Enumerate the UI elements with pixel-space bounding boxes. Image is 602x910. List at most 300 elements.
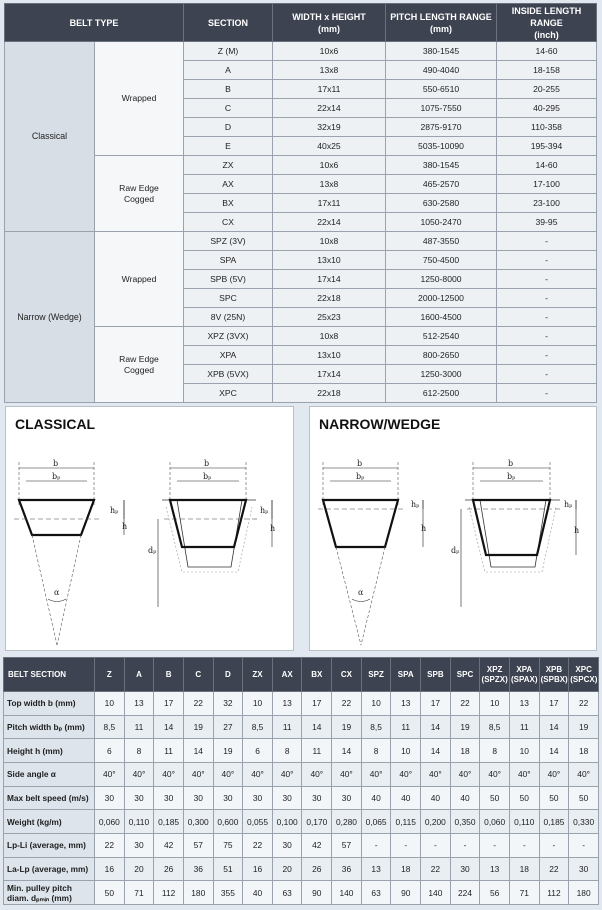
- spec-cell: 40°: [332, 762, 362, 786]
- spec-column-header: [480, 658, 510, 692]
- narrow-label-dp: dₚ: [451, 546, 460, 555]
- spec-column-header: [243, 658, 273, 692]
- cell-section: D: [184, 118, 273, 137]
- belt-types-table: [4, 3, 597, 403]
- spec-column-header: [421, 658, 451, 692]
- cell-pitch: 465-2570: [386, 175, 497, 194]
- spec-cell: 30: [272, 786, 302, 810]
- spec-cell: 40°: [302, 762, 332, 786]
- spec-column-header: [509, 658, 539, 692]
- narrow-label-b: b: [357, 459, 363, 468]
- cell-pitch: 490-4040: [386, 61, 497, 80]
- spec-cell: 20: [124, 857, 154, 881]
- header-inside-length-unit: (inch): [534, 29, 559, 40]
- spec-cell: 0,115: [391, 810, 421, 834]
- spec-cell: 10: [95, 692, 125, 716]
- cell-section: XPA: [184, 346, 273, 365]
- spec-cell: 224: [450, 881, 480, 905]
- cell-pitch: 5035-10090: [386, 137, 497, 156]
- spec-cell: 71: [124, 881, 154, 905]
- cell-inside: 195-394: [497, 137, 597, 156]
- spec-column-header: [124, 658, 154, 692]
- spec-cell: 8,5: [480, 715, 510, 739]
- spec-cell: 57: [332, 833, 362, 857]
- spec-cell: 16: [95, 857, 125, 881]
- cell-size: 10x8: [273, 327, 386, 346]
- spec-cell: -: [569, 833, 599, 857]
- spec-column-name: SPC: [456, 669, 474, 679]
- spec-cell: 30: [243, 786, 273, 810]
- spec-row: [4, 762, 599, 786]
- spec-row-label: Side angle α: [4, 762, 95, 786]
- cell-pitch: 1250-8000: [386, 270, 497, 289]
- spec-cell: 40°: [124, 762, 154, 786]
- spec-column-name: A: [136, 669, 142, 679]
- spec-column-name: XPA: [516, 664, 533, 674]
- spec-cell: 0,110: [509, 810, 539, 834]
- classical-groove-label-h: h: [270, 524, 276, 533]
- cell-size: 10x6: [273, 42, 386, 61]
- spec-cell: 40: [391, 786, 421, 810]
- spec-row: [4, 857, 599, 881]
- spec-cell: 11: [302, 739, 332, 763]
- spec-column-header: [95, 658, 125, 692]
- spec-cell: 50: [95, 881, 125, 905]
- spec-column-name: XPB: [545, 664, 563, 674]
- cell-section: AX: [184, 175, 273, 194]
- spec-cell: 112: [154, 881, 184, 905]
- cell-inside: -: [497, 384, 597, 403]
- spec-column-header: [332, 658, 362, 692]
- spec-row-label: Pitch width bₚ (mm): [4, 715, 95, 739]
- classical-diagram-panel: [5, 406, 294, 651]
- cell-size: 13x8: [273, 61, 386, 80]
- spec-cell: 10: [361, 692, 391, 716]
- spec-column-header: [569, 658, 599, 692]
- belt-row: [5, 232, 597, 251]
- classical-label-h: h: [122, 522, 128, 531]
- spec-cell: 18: [569, 739, 599, 763]
- cell-size: 10x8: [273, 232, 386, 251]
- cell-inside: -: [497, 327, 597, 346]
- cell-pitch: 2000-12500: [386, 289, 497, 308]
- spec-column-name: ZX: [252, 669, 263, 679]
- spec-cell: 16: [243, 857, 273, 881]
- spec-cell: 14: [332, 739, 362, 763]
- spec-cell: -: [480, 833, 510, 857]
- classical-label-hp: hₚ: [110, 506, 119, 515]
- spec-cell: 17: [302, 692, 332, 716]
- spec-cell: 22: [95, 833, 125, 857]
- spec-cell: 42: [302, 833, 332, 857]
- spec-column-header: [302, 658, 332, 692]
- spec-column-alias: (SPAX): [511, 674, 538, 684]
- cell-inside: 23-100: [497, 194, 597, 213]
- belt-row: [5, 42, 597, 61]
- spec-cell: -: [391, 833, 421, 857]
- spec-cell: 17: [421, 692, 451, 716]
- spec-column-name: BX: [311, 669, 323, 679]
- spec-row: [4, 739, 599, 763]
- spec-row-label: Max belt speed (m/s): [4, 786, 95, 810]
- spec-cell: 36: [183, 857, 213, 881]
- cell-inside: -: [497, 251, 597, 270]
- spec-row: [4, 692, 599, 716]
- spec-cell: 36: [332, 857, 362, 881]
- cell-size: 10x6: [273, 156, 386, 175]
- spec-cell: 30: [332, 786, 362, 810]
- belt-types-body: [5, 42, 597, 403]
- spec-cell: 90: [302, 881, 332, 905]
- cell-pitch: 1600-4500: [386, 308, 497, 327]
- cell-inside: -: [497, 308, 597, 327]
- cell-inside: 20-255: [497, 80, 597, 99]
- spec-cell: 10: [509, 739, 539, 763]
- subgroup-raw-edge-cogged: [95, 327, 184, 403]
- cell-inside: -: [497, 232, 597, 251]
- spec-cell: 40°: [450, 762, 480, 786]
- spec-cell: 40°: [391, 762, 421, 786]
- spec-cell: 8: [361, 739, 391, 763]
- narrow-groove-label-h: h: [574, 526, 580, 535]
- cell-size: 22x18: [273, 289, 386, 308]
- spec-row-label: La-Lp (average, mm): [4, 857, 95, 881]
- cell-pitch: 750-4500: [386, 251, 497, 270]
- spec-cell: 11: [509, 715, 539, 739]
- spec-cell: 180: [183, 881, 213, 905]
- cell-size: 25x23: [273, 308, 386, 327]
- cell-inside: -: [497, 289, 597, 308]
- cell-section: B: [184, 80, 273, 99]
- header-width-height-title: WIDTH x HEIGHT: [292, 11, 366, 22]
- spec-cell: 40°: [243, 762, 273, 786]
- narrow-diagram: [310, 407, 598, 652]
- spec-cell: 20: [272, 857, 302, 881]
- spec-row-label: Height h (mm): [4, 739, 95, 763]
- spec-cell: 50: [539, 786, 569, 810]
- spec-cell: 30: [213, 786, 243, 810]
- cell-pitch: 800-2650: [386, 346, 497, 365]
- spec-row: [4, 715, 599, 739]
- spec-cell: 10: [391, 739, 421, 763]
- spec-column-name: CX: [340, 669, 352, 679]
- classical-label-b: b: [53, 459, 59, 468]
- spec-cell: 0,330: [569, 810, 599, 834]
- spec-cell: -: [421, 833, 451, 857]
- cell-pitch: 550-6510: [386, 80, 497, 99]
- spec-cell: 22: [539, 857, 569, 881]
- cell-section: XPZ (3VX): [184, 327, 273, 346]
- spec-cell: 140: [421, 881, 451, 905]
- spec-cell: 0,185: [539, 810, 569, 834]
- spec-cell: 42: [154, 833, 184, 857]
- raw-edge-label: Raw Edge: [119, 353, 159, 364]
- spec-cell: 8,5: [95, 715, 125, 739]
- spec-cell: 50: [509, 786, 539, 810]
- spec-column-name: SPA: [397, 669, 414, 679]
- cell-inside: 14-60: [497, 156, 597, 175]
- classical-diagram: [6, 407, 295, 652]
- cell-section: E: [184, 137, 273, 156]
- header-belt-type: BELT TYPE: [5, 4, 184, 42]
- narrow-title: NARROW/WEDGE: [319, 416, 441, 432]
- header-pitch-length-unit: (mm): [430, 23, 452, 34]
- belt-section-spec-table: [3, 657, 599, 905]
- spec-cell: 11: [154, 739, 184, 763]
- cell-pitch: 380-1545: [386, 42, 497, 61]
- spec-cell: 11: [124, 715, 154, 739]
- spec-cell: 40°: [154, 762, 184, 786]
- spec-cell: 0,060: [480, 810, 510, 834]
- spec-cell: 40°: [213, 762, 243, 786]
- narrow-diagram-panel: [309, 406, 597, 651]
- spec-cell: 0,280: [332, 810, 362, 834]
- cell-pitch: 380-1545: [386, 156, 497, 175]
- spec-cell: 22: [450, 692, 480, 716]
- cell-section: 8V (25N): [184, 308, 273, 327]
- spec-cell: 14: [421, 715, 451, 739]
- spec-cell: 19: [450, 715, 480, 739]
- classical-label-alpha: α: [54, 588, 60, 597]
- spec-column-name: SPB: [427, 669, 444, 679]
- cell-size: 17x14: [273, 365, 386, 384]
- spec-column-name: D: [224, 669, 231, 679]
- spec-cell: 19: [213, 739, 243, 763]
- group-classical: Classical: [5, 42, 95, 232]
- cell-size: 13x10: [273, 346, 386, 365]
- spec-cell: 19: [332, 715, 362, 739]
- narrow-label-bp: bₚ: [356, 472, 365, 481]
- spec-cell: 30: [302, 786, 332, 810]
- spec-cell: 30: [569, 857, 599, 881]
- cell-section: A: [184, 61, 273, 80]
- spec-cell: 8: [124, 739, 154, 763]
- spec-cell: 13: [509, 692, 539, 716]
- classical-label-bp: bₚ: [52, 472, 61, 481]
- cell-section: C: [184, 99, 273, 118]
- cell-section: XPB (5VX): [184, 365, 273, 384]
- spec-row: [4, 810, 599, 834]
- spec-cell: 0,110: [124, 810, 154, 834]
- spec-cell: -: [361, 833, 391, 857]
- spec-cell: 6: [95, 739, 125, 763]
- spec-row-label: Min. pulley pitch diam. dₚₘᵢₙ (mm): [4, 881, 95, 905]
- spec-table-body: [4, 692, 599, 905]
- cell-pitch: 487-3550: [386, 232, 497, 251]
- spec-cell: 40: [450, 786, 480, 810]
- cell-pitch: 512-2540: [386, 327, 497, 346]
- spec-column-header: [183, 658, 213, 692]
- spec-cell: 6: [243, 739, 273, 763]
- cell-size: 17x14: [273, 270, 386, 289]
- cell-inside: -: [497, 346, 597, 365]
- spec-cell: -: [450, 833, 480, 857]
- cell-size: 22x18: [273, 384, 386, 403]
- cell-pitch: 630-2580: [386, 194, 497, 213]
- spec-column-header: [213, 658, 243, 692]
- classical-groove-label-bp: bₚ: [203, 472, 212, 481]
- spec-cell: 112: [539, 881, 569, 905]
- spec-cell: 13: [272, 692, 302, 716]
- spec-cell: 10: [480, 692, 510, 716]
- cell-inside: 110-358: [497, 118, 597, 137]
- spec-cell: 13: [124, 692, 154, 716]
- narrow-label-alpha: α: [358, 588, 364, 597]
- spec-cell: 40°: [95, 762, 125, 786]
- spec-column-name: Z: [106, 669, 112, 679]
- subgroup-wrapped: Wrapped: [95, 42, 184, 156]
- spec-row-label: Lp-Li (average, mm): [4, 833, 95, 857]
- spec-cell: 40: [421, 786, 451, 810]
- classical-groove-label-hp: hₚ: [260, 506, 269, 515]
- spec-cell: 22: [183, 692, 213, 716]
- cell-inside: -: [497, 270, 597, 289]
- spec-column-header: [154, 658, 184, 692]
- spec-cell: 0,170: [302, 810, 332, 834]
- spec-cell: 40: [243, 881, 273, 905]
- spec-column-alias: (SPBX): [540, 674, 568, 684]
- spec-column-name: AX: [281, 669, 293, 679]
- spec-cell: 90: [391, 881, 421, 905]
- spec-cell: 14: [154, 715, 184, 739]
- spec-column-name: SPZ: [368, 669, 384, 679]
- spec-cell: 0,065: [361, 810, 391, 834]
- subgroup-wrapped: Wrapped: [95, 232, 184, 327]
- cogged-label: Cogged: [123, 193, 155, 204]
- cell-section: ZX: [184, 156, 273, 175]
- spec-row: [4, 881, 599, 905]
- cell-section: CX: [184, 213, 273, 232]
- cell-section: SPA: [184, 251, 273, 270]
- spec-cell: 30: [95, 786, 125, 810]
- subgroup-raw-edge-cogged: [95, 156, 184, 232]
- spec-cell: 140: [332, 881, 362, 905]
- spec-cell: 0,300: [183, 810, 213, 834]
- spec-cell: 40°: [272, 762, 302, 786]
- narrow-groove-label-hp: hₚ: [564, 500, 573, 509]
- cell-size: 13x10: [273, 251, 386, 270]
- classical-title: CLASSICAL: [15, 416, 96, 432]
- cell-pitch: 1075-7550: [386, 99, 497, 118]
- spec-cell: 0,100: [272, 810, 302, 834]
- spec-cell: 13: [480, 857, 510, 881]
- header-width-height-unit: (mm): [318, 23, 340, 34]
- spec-cell: 30: [272, 833, 302, 857]
- spec-cell: 32: [213, 692, 243, 716]
- header-pitch-length-title: PITCH LENGTH RANGE: [390, 11, 492, 22]
- spec-cell: 0,060: [95, 810, 125, 834]
- cell-size: 22x14: [273, 213, 386, 232]
- spec-cell: 14: [183, 739, 213, 763]
- narrow-label-h: h: [421, 524, 427, 533]
- cell-inside: 39-95: [497, 213, 597, 232]
- spec-cell: 0,200: [421, 810, 451, 834]
- cell-size: 22x14: [273, 99, 386, 118]
- cell-size: 13x8: [273, 175, 386, 194]
- spec-cell: 14: [421, 739, 451, 763]
- spec-column-name: C: [195, 669, 202, 679]
- spec-row: [4, 786, 599, 810]
- raw-edge-label: Raw Edge: [119, 182, 159, 193]
- spec-cell: 19: [569, 715, 599, 739]
- spec-cell: 30: [124, 786, 154, 810]
- spec-cell: 22: [332, 692, 362, 716]
- spec-cell: 11: [391, 715, 421, 739]
- spec-cell: 11: [272, 715, 302, 739]
- spec-cell: -: [539, 833, 569, 857]
- spec-row-label: Weight (kg/m): [4, 810, 95, 834]
- spec-column-header: [361, 658, 391, 692]
- cell-section: SPC: [184, 289, 273, 308]
- spec-cell: 40°: [361, 762, 391, 786]
- spec-column-header: [391, 658, 421, 692]
- cell-pitch: 1050-2470: [386, 213, 497, 232]
- spec-cell: 75: [213, 833, 243, 857]
- spec-corner-header: BELT SECTION: [4, 658, 95, 692]
- spec-cell: 22: [569, 692, 599, 716]
- cell-section: XPC: [184, 384, 273, 403]
- spec-cell: 30: [154, 786, 184, 810]
- cell-section: SPB (5V): [184, 270, 273, 289]
- cell-inside: 40-295: [497, 99, 597, 118]
- spec-cell: 22: [421, 857, 451, 881]
- spec-cell: 0,055: [243, 810, 273, 834]
- spec-cell: 40°: [509, 762, 539, 786]
- spec-column-header: [539, 658, 569, 692]
- spec-cell: 8,5: [361, 715, 391, 739]
- spec-column-alias: (SPZX): [481, 674, 508, 684]
- cell-pitch: 1250-3000: [386, 365, 497, 384]
- spec-cell: 355: [213, 881, 243, 905]
- spec-cell: 8: [272, 739, 302, 763]
- narrow-label-hp: hₚ: [411, 500, 420, 509]
- cell-size: 40x25: [273, 137, 386, 156]
- cell-inside: 14-60: [497, 42, 597, 61]
- spec-cell: 26: [302, 857, 332, 881]
- spec-cell: 71: [509, 881, 539, 905]
- spec-column-name: B: [165, 669, 172, 679]
- header-section: SECTION: [184, 4, 273, 42]
- spec-cell: 40°: [421, 762, 451, 786]
- spec-cell: 30: [124, 833, 154, 857]
- spec-cell: 63: [361, 881, 391, 905]
- spec-cell: 180: [569, 881, 599, 905]
- spec-column-header: [450, 658, 480, 692]
- cell-inside: -: [497, 365, 597, 384]
- spec-cell: 18: [391, 857, 421, 881]
- spec-cell: 18: [450, 739, 480, 763]
- spec-cell: 26: [154, 857, 184, 881]
- spec-cell: 13: [391, 692, 421, 716]
- spec-cell: 51: [213, 857, 243, 881]
- spec-cell: 22: [243, 833, 273, 857]
- cell-inside: 17-100: [497, 175, 597, 194]
- cell-pitch: 2875-9170: [386, 118, 497, 137]
- spec-column-header: [272, 658, 302, 692]
- header-pitch-length: [386, 4, 497, 42]
- cell-pitch: 612-2500: [386, 384, 497, 403]
- spec-cell: 0,350: [450, 810, 480, 834]
- spec-column-name: XPZ: [486, 664, 503, 674]
- spec-cell: 14: [302, 715, 332, 739]
- spec-cell: 27: [213, 715, 243, 739]
- spec-cell: 40°: [569, 762, 599, 786]
- cell-size: 32x19: [273, 118, 386, 137]
- spec-cell: -: [509, 833, 539, 857]
- group-narrow: Narrow (Wedge): [5, 232, 95, 403]
- spec-cell: 18: [509, 857, 539, 881]
- cell-size: 17x11: [273, 194, 386, 213]
